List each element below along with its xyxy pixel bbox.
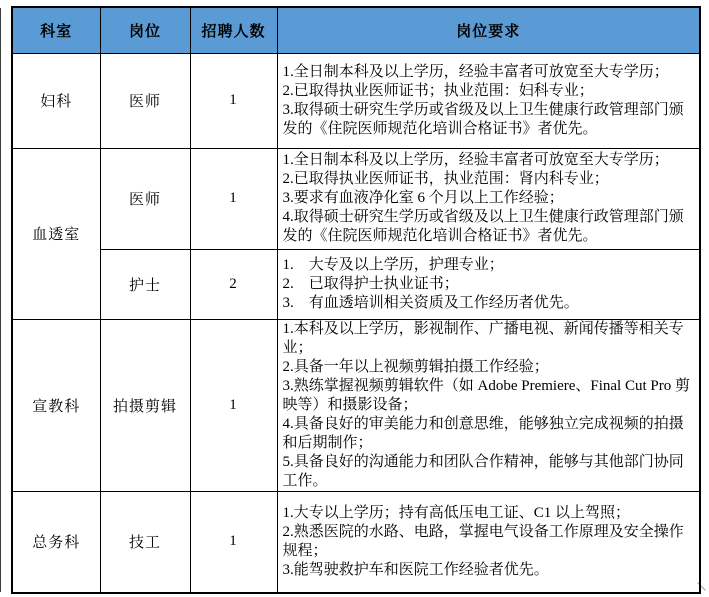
column-header-position: 岗位: [100, 7, 190, 53]
requirement-item: 3.能驾驶救护车和医院工作经验者优先。: [282, 561, 549, 578]
header-row: [12, 7, 700, 53]
position-cell: 护士: [100, 249, 190, 319]
requirement-item: 3. 有血透培训相关资质及工作经历者优先。: [282, 294, 579, 311]
position-cell: 技工: [100, 491, 190, 593]
department-cell: 妇科: [12, 53, 100, 148]
requirements-cell: [277, 53, 700, 148]
requirement-item: 1.全日制本科及以上学历，经验丰富者可放宽至大专学历；: [282, 63, 669, 80]
requirement-item: 2.已取得执业医师证书；执业范围：妇科专业；: [282, 82, 594, 99]
headcount-cell: 2: [190, 249, 277, 319]
requirement-item: 3.要求有血液净化室 6 个月以上工作经验；: [282, 190, 564, 206]
headcount-cell: 1: [190, 319, 277, 491]
recruitment-table: [11, 6, 701, 594]
department-cell: 宣教科: [12, 319, 100, 491]
headcount-cell: 1: [190, 53, 277, 148]
left-edge-artifact: [0, 8, 1, 592]
requirement-item: 1. 大专及以上学历，护理专业；: [282, 256, 504, 273]
table-row: [12, 249, 700, 319]
requirement-item: 2.具备一年以上视频剪辑拍摄工作经验；: [282, 358, 549, 375]
requirements-cell: [277, 319, 700, 491]
requirement-item: 4.取得硕士研究生学历或省级及以上卫生健康行政管理部门颁发的《住院医师规范化培训合格证书》者优先。: [282, 209, 684, 244]
requirement-item: 1.本科及以上学历，影视制作、广播电视、新闻传播等相关专业；: [282, 320, 684, 356]
requirement-item: 3.熟练掌握视频剪辑软件（如 Adobe Premiere、Final Cut Pro 剪映等）和摄影设备；: [282, 377, 690, 413]
requirements-cell: [277, 148, 700, 249]
table-row: [12, 53, 700, 148]
department-cell: 血透室: [12, 148, 100, 319]
column-header-requirements: 岗位要求: [277, 7, 700, 53]
column-header-headcount: 招聘人数: [190, 7, 277, 53]
requirement-item: 4.具备良好的审美能力和创意思维，能够独立完成视频的拍摄和后期制作；: [282, 415, 684, 451]
requirement-item: 1.全日制本科及以上学历，经验丰富者可放宽至大专学历；: [282, 152, 669, 168]
column-header-department: 科室: [12, 7, 100, 53]
department-cell: 总务科: [12, 491, 100, 593]
requirement-item: 2.已取得执业医师证书，执业范围：肾内科专业；: [282, 171, 609, 187]
headcount-cell: 1: [190, 491, 277, 593]
requirement-item: 2. 已取得护士执业证书；: [282, 275, 459, 292]
table-row: [12, 319, 700, 491]
requirements-cell: [277, 491, 700, 593]
requirements-cell: [277, 249, 700, 319]
position-cell: 拍摄剪辑: [100, 319, 190, 491]
table-row: [12, 148, 700, 249]
position-cell: 医师: [100, 53, 190, 148]
headcount-cell: 1: [190, 148, 277, 249]
requirement-item: 3.取得硕士研究生学历或省级及以上卫生健康行政管理部门颁发的《住院医师规范化培训合格证书》者优先。: [282, 101, 684, 137]
requirement-item: 2.熟悉医院的水路、电路，掌握电气设备工作原理及安全操作规程；: [282, 523, 684, 559]
requirement-item: 1.大专以上学历；持有高低压电工证、C1 以上驾照；: [282, 504, 631, 521]
position-cell: 医师: [100, 148, 190, 249]
table-row: [12, 491, 700, 593]
requirement-item: 5.具备良好的沟通能力和团队合作精神，能够与其他部门协同工作。: [282, 453, 684, 489]
